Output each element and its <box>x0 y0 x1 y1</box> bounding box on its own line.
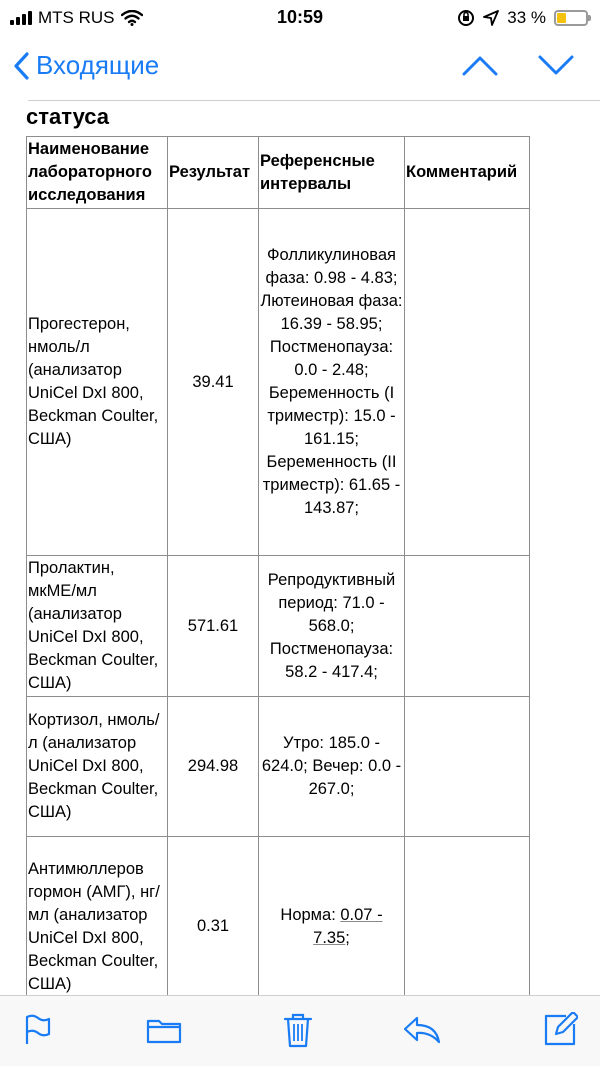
next-message-button[interactable] <box>538 54 574 76</box>
carrier-label: MTS RUS <box>38 8 115 27</box>
trash-icon <box>283 1012 313 1048</box>
table-row <box>27 837 530 996</box>
back-label: Входящие <box>36 50 160 80</box>
nav-bar <box>0 36 600 100</box>
delete-button[interactable] <box>278 1010 318 1050</box>
back-button[interactable] <box>12 50 159 81</box>
test-result: 571.61 <box>168 556 259 697</box>
test-reference: Репродуктивный период: 71.0 - 568.0; Постменопауза: 58.2 - 417.4; <box>259 556 405 697</box>
test-comment <box>405 837 530 996</box>
lab-results-table <box>26 136 530 995</box>
reference-link[interactable]: 0.07 - 7.35 <box>313 905 383 947</box>
flag-button[interactable] <box>18 1010 58 1050</box>
orientation-lock-icon <box>457 9 475 27</box>
test-reference <box>259 837 405 996</box>
battery-fill <box>557 13 566 23</box>
clock: 10:59 <box>276 7 324 27</box>
message-navigation <box>462 54 574 76</box>
header-comment: Комментарий <box>405 137 530 209</box>
test-name: Пролактин, мкМЕ/мл (анализатор UniCel DxI 800, Beckman Coulter, США) <box>27 556 168 697</box>
table-row <box>27 697 530 837</box>
divider <box>28 100 600 101</box>
folder-icon <box>146 1016 182 1044</box>
test-name: Прогестерон, нмоль/л (анализатор UniCel DxI 800, Beckman Coulter, США) <box>27 209 168 556</box>
location-icon <box>483 10 499 26</box>
header-reference: Референсные интервалы <box>259 137 405 209</box>
chevron-left-icon <box>12 51 30 81</box>
test-comment <box>405 556 530 697</box>
reply-button[interactable] <box>402 1010 442 1050</box>
reference-suffix: ; <box>345 928 350 947</box>
status-right <box>457 8 588 28</box>
test-comment <box>405 209 530 556</box>
reference-prefix: Норма: <box>280 905 341 924</box>
test-comment <box>405 697 530 837</box>
bottom-toolbar <box>0 995 600 1066</box>
previous-message-button[interactable] <box>462 54 498 76</box>
test-reference: Фолликулиновая фаза: 0.98 - 4.83; Лютеиновая фаза: 16.39 - 58.95; Постменопауза: 0.0 - 2.48; Беременность (I триместр): 15.0 - 161.15; Беременность (II триместр): 61.65 - 143.87; <box>259 209 405 556</box>
section-title: статуса <box>26 104 109 129</box>
header-test-name: Наименование лабораторного исследования <box>27 137 168 209</box>
test-name: Антимюллеров гормон (АМГ), нг/мл (анализатор UniCel DxI 800, Beckman Coulter, США) <box>27 837 168 996</box>
status-bar <box>0 0 600 36</box>
test-result: 294.98 <box>168 697 259 837</box>
flag-icon <box>23 1014 53 1046</box>
move-to-folder-button[interactable] <box>144 1010 184 1050</box>
test-result: 0.31 <box>168 837 259 996</box>
table-header-row <box>27 137 530 209</box>
battery-percent: 33 % <box>507 8 546 27</box>
test-reference: Утро: 185.0 - 624.0; Вечер: 0.0 - 267.0; <box>259 697 405 837</box>
test-name: Кортизол, нмоль/л (анализатор UniCel DxI 800, Beckman Coulter, США) <box>27 697 168 837</box>
test-result: 39.41 <box>168 209 259 556</box>
table-row <box>27 556 530 697</box>
battery-icon <box>554 10 588 26</box>
header-result: Результат <box>168 137 259 209</box>
message-body[interactable] <box>0 100 600 995</box>
compose-icon <box>542 1012 578 1048</box>
table-row <box>27 209 530 556</box>
reply-icon <box>402 1015 442 1045</box>
compose-button[interactable] <box>540 1010 580 1050</box>
